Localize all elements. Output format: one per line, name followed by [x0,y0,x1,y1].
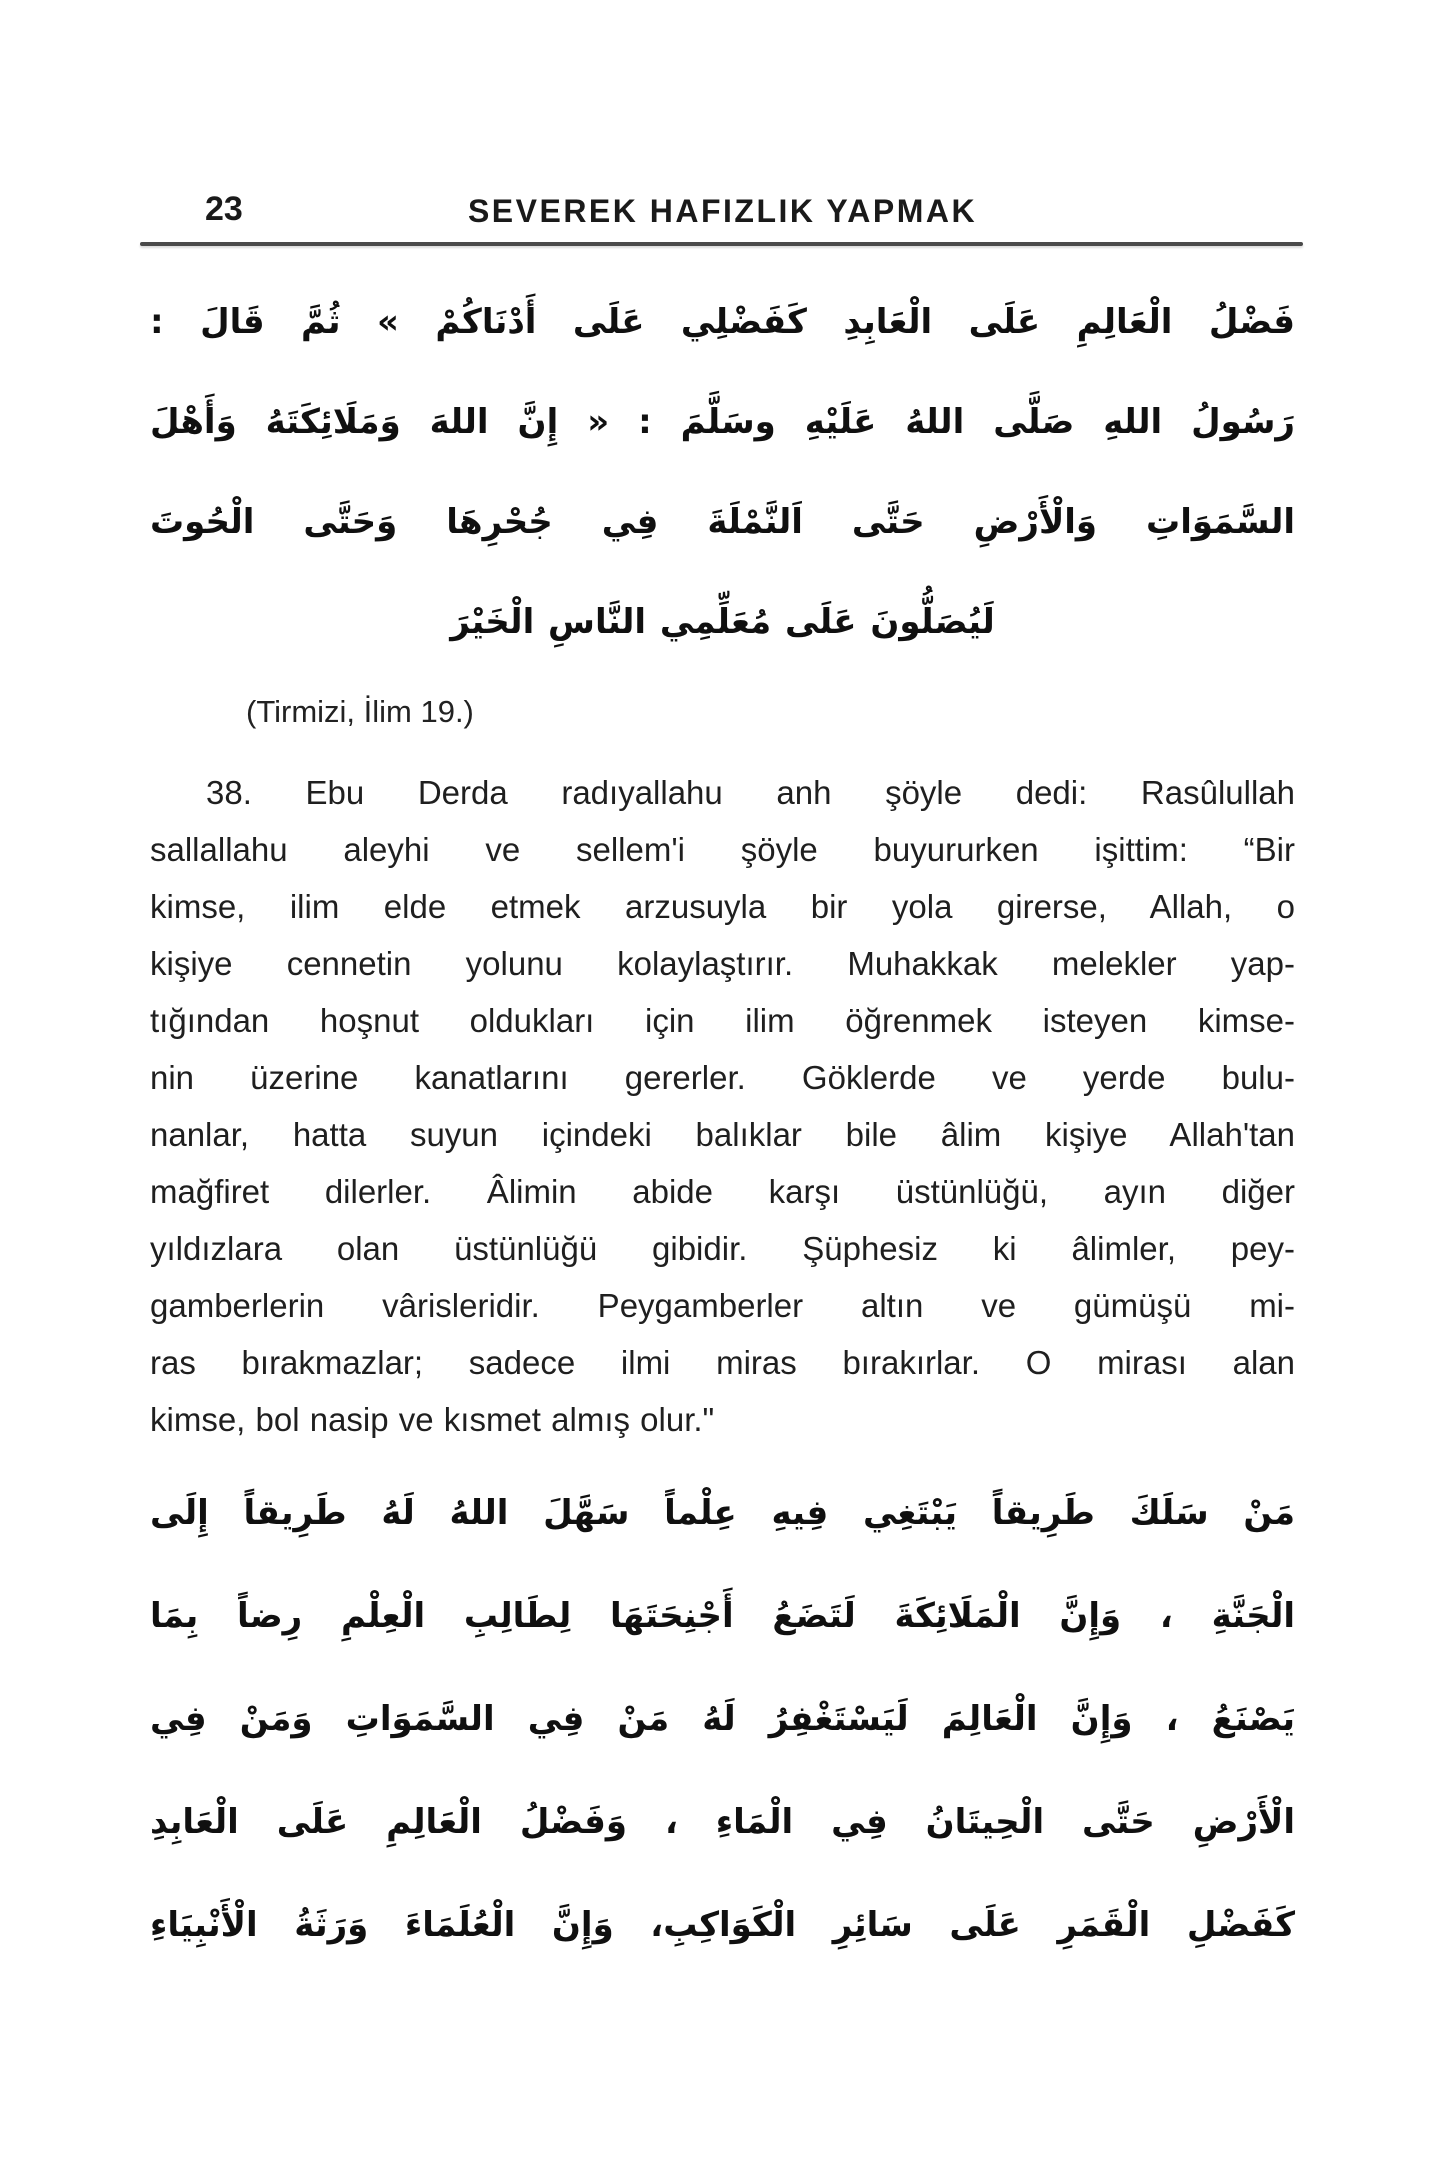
paragraph-line: nanlar, hatta suyun içindeki balıklar bile âlim kişiye Allah'tan [150,1116,1295,1153]
paragraph-line: mağfiret dilerler. Âlimin abide karşı üstünlüğü, ayın diğer [150,1173,1295,1210]
chapter-title: SEVEREK HAFIZLIK YAPMAK [467,193,978,229]
paragraph-line: kişiye cennetin yolunu kolaylaştırır. Muhakkak melekler yap- [150,945,1295,982]
hadith-citation: (Tirmizi, İlim 19.) [246,694,474,729]
arabic-line: كَفَضْلِ الْقَمَرِ عَلَى سَائِرِ الْكَوَاكِبِ، وَإِنَّ الْعُلَمَاءَ وَرَثَةُ الْأَنْبِيَاءِ [150,1905,1295,1945]
arabic-line: فَضْلُ الْعَالِمِ عَلَى الْعَابِدِ كَفَضْلِي عَلَى أَدْنَاكُمْ » ثُمَّ قَالَ : [150,302,1295,342]
arabic-line: الْجَنَّةِ ، وَإِنَّ الْمَلَائِكَةَ لَتَضَعُ أَجْنِحَتَهَا لِطَالِبِ الْعِلْمِ رِضاً بِمَا [150,1596,1295,1636]
header-rule [140,242,1303,246]
page-header [150,0,1295,246]
paragraph-line: gamberlerin vârisleridir. Peygamberler altın ve gümüşü mi- [150,1287,1295,1324]
arabic-line: لَيُصَلُّونَ عَلَى مُعَلِّمِي النَّاسِ الْخَيْرَ [450,602,995,642]
paragraph-line: yıldızlara olan üstünlüğü gibidir. Şüphesiz ki âlimler, pey- [150,1230,1295,1267]
arabic-line: مَنْ سَلَكَ طَرِيقاً يَبْتَغِي فِيهِ عِلْماً سَهَّلَ اللهُ لَهُ طَرِيقاً إِلَى [150,1493,1295,1533]
paragraph-line: sallallahu aleyhi ve sellem'i şöyle buyururken işittim: “Bir [150,831,1295,868]
hadith-38-translation [150,764,1295,1448]
arabic-line: يَصْنَعُ ، وَإِنَّ الْعَالِمَ لَيَسْتَغْفِرُ لَهُ مَنْ فِي السَّمَوَاتِ وَمَنْ فِي [150,1699,1295,1739]
paragraph-line: tığından hoşnut oldukları için ilim öğrenmek isteyen kimse- [150,1002,1295,1039]
page-number: 23 [205,190,243,228]
paragraph-line: kimse, ilim elde etmek arzusuyla bir yola girerse, Allah, o [150,888,1295,925]
arabic-line: رَسُولُ اللهِ صَلَّى اللهُ عَلَيْهِ وسَلَّمَ : « إِنَّ اللهَ وَمَلَائِكَتَهُ وَأَهْلَ [150,402,1295,442]
arabic-hadith-block-1 [150,272,1295,672]
paragraph-line: 38. Ebu Derda radıyallahu anh şöyle dedi: Rasûlullah [206,774,1295,811]
paragraph-line: ras bırakmazlar; sadece ilmi miras bırakırlar. O mirası alan [150,1344,1295,1381]
arabic-hadith-block-2 [150,1462,1295,1977]
paragraph-line: nin üzerine kanatlarını gererler. Göklerde ve yerde bulu- [150,1059,1295,1096]
paragraph-line: kimse, bol nasip ve kısmet almış olur." [150,1401,715,1438]
arabic-line: السَّمَوَاتِ وَالْأَرْضِ حَتَّى اَلنَّمْلَةَ فِي جُحْرِهَا وَحَتَّى الْحُوتَ [150,502,1295,542]
arabic-line: الْأَرْضِ حَتَّى الْحِيتَانُ فِي الْمَاءِ ، وَفَضْلُ الْعَالِمِ عَلَى الْعَابِدِ [150,1802,1295,1842]
